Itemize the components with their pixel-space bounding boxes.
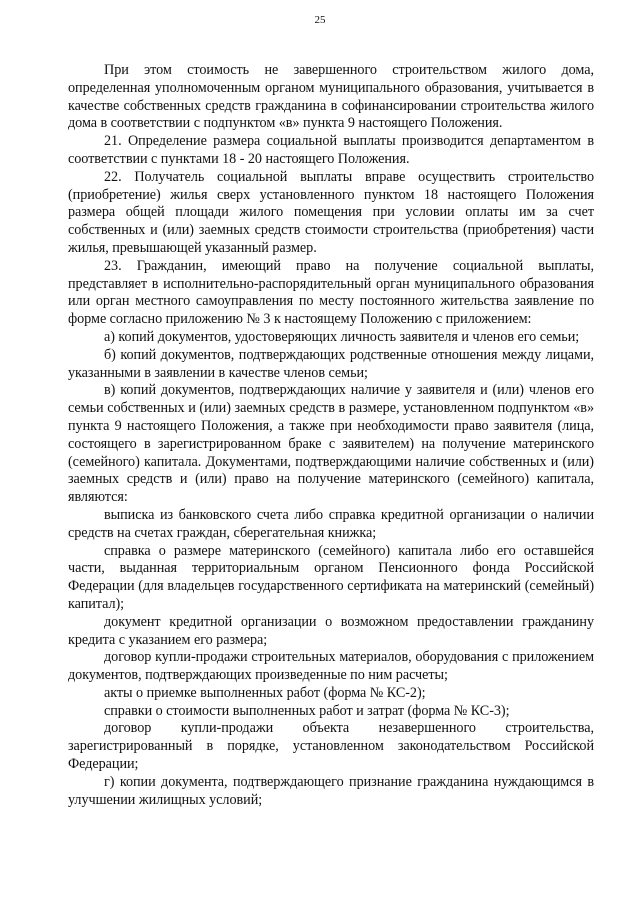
document-body [68, 62, 594, 809]
list-item-bank-statement: выписка из банковского счета либо справка кредитной организации о наличии средств на счетах граждан, сберегательная книжка; [68, 506, 594, 541]
list-item-credit-document: документ кредитной организации о возможном предоставлении гражданину кредита с указанием его размера; [68, 613, 594, 648]
paragraph-21: 21. Определение размера социальной выплаты производится департаментом в соответствии с пунктами 18 - 20 настоящего Положения. [68, 133, 594, 167]
list-item-ks3-statements: справки о стоимости выполненных работ и затрат (форма № КС-3); [104, 702, 510, 719]
page-number: 25 [314, 14, 326, 26]
list-item-maternity-capital-certificate: справка о размере материнского (семейного) капитала либо его оставшейся части, выданная территориальным органом Пенсионного фонда Российской Федерации (для владельцев государственного сертификата на материнский (семейный) капитал); [68, 542, 594, 612]
paragraph-cost-unfinished-house: При этом стоимость не завершенного строительством жилого дома, определенная уполномоченным органом муниципального образования, учитывается в качестве собственных средств гражданина в софинансировании строительства жилого дома в соответствии с подпунктом «в» пункта 9 настоящего Положения. [68, 62, 594, 132]
list-item-materials-contract: договор купли-продажи строительных материалов, оборудования с приложением документов, подтверждающих произведенные по ним расчеты; [68, 649, 594, 684]
paragraph-23: 23. Гражданин, имеющий право на получение социальной выплаты, представляет в исполнительно-распорядительный орган муниципального образования или орган местного самоуправления по месту постоянного жительства заявление по форме согласно приложению № 3 к настоящему Положению с приложением: [68, 257, 594, 328]
subparagraph-g: г) копии документа, подтверждающего признание гражданина нуждающимся в улучшении жилищных условий; [68, 773, 594, 808]
paragraph-22: 22. Получатель социальной выплаты вправе осуществить строительство (приобретение) жилья сверх установленного пунктом 18 настоящего Положения размера общей площади жилого помещения при условии оплаты им за счет собственных и (или) заемных средств стоимости строительства (приобретения) части жилья, превышающей указанный размер. [68, 168, 594, 256]
list-item-unfinished-object-contract: договор купли-продажи объекта незавершенного строительства, зарегистрированный в порядке, установленном законодательством Российской Федерации; [68, 720, 594, 773]
list-item-ks2-acts: акты о приемке выполненных работ (форма № КС-2); [104, 684, 426, 701]
subparagraph-b: б) копий документов, подтверждающих родственные отношения между лицами, указанными в заявлении в качестве членов семьи; [68, 346, 594, 381]
subparagraph-v: в) копий документов, подтверждающих наличие у заявителя и (или) членов его семьи собственных и (или) заемных средств в размере, установленном подпунктом «в» пункта 9 настоящего Положения, а также при необходимости право заявителя (лица, состоящего в зарегистрированном браке с заявителем) на получение материнского (семейного) капитала. Документами, подтверждающими наличие собственных и (или) заемных средств и (или) право на получение материнского (семейного) капитала, являются: [68, 382, 594, 506]
subparagraph-a: а) копий документов, удостоверяющих личность заявителя и членов его семьи; [104, 328, 580, 345]
